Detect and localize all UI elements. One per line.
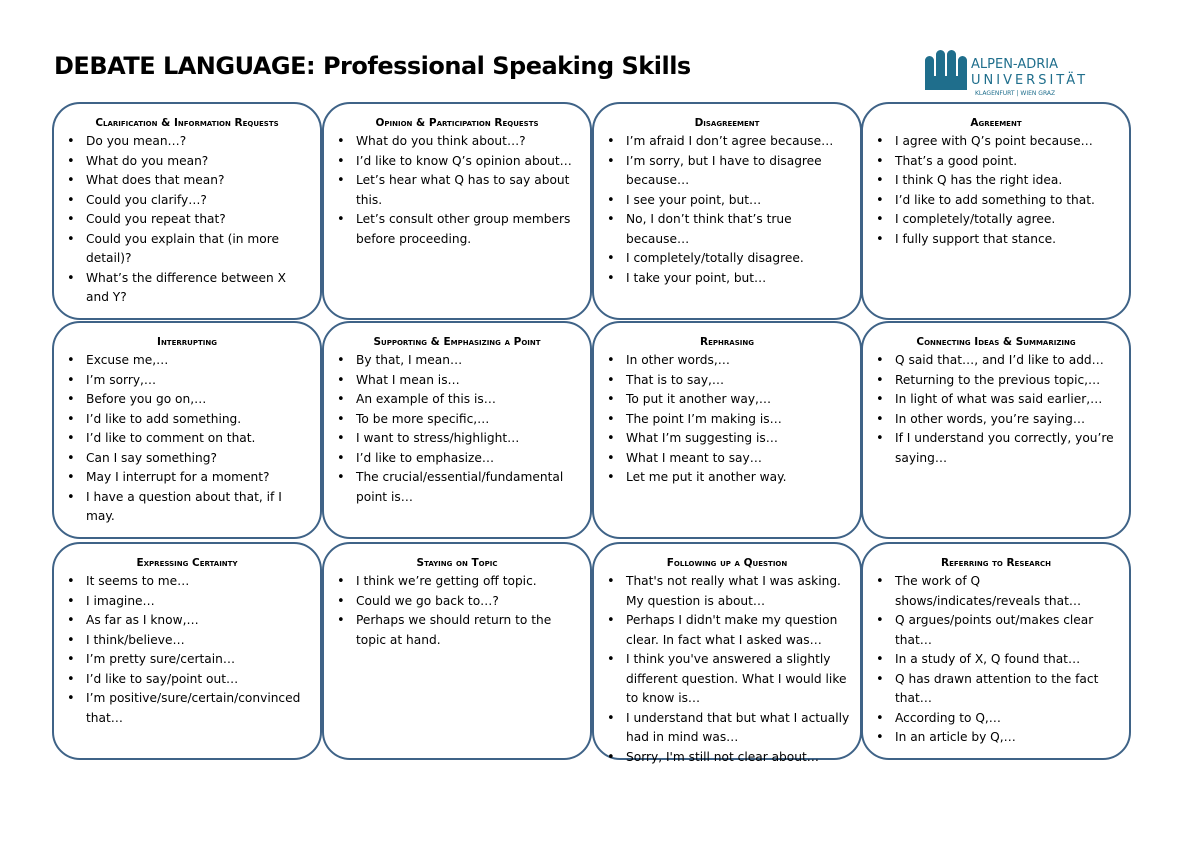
card-rephrasing [592, 321, 862, 539]
phrase-list [602, 132, 852, 288]
phrase-item: • What do you mean? [62, 152, 312, 172]
phrase-list [602, 351, 852, 488]
phrase-item: • Could you repeat that? [62, 210, 312, 230]
card-disagreement [592, 102, 862, 320]
phrase-item: • Before you go on,… [62, 390, 312, 410]
card-referring-to-research [861, 542, 1131, 760]
phrase-item: • I completely/totally disagree. [602, 249, 852, 269]
phrase-item: • That’s a good point. [871, 152, 1121, 172]
phrase-item: • What I’m suggesting is… [602, 429, 852, 449]
phrase-item: • What I mean is… [332, 371, 582, 391]
phrase-item: • Excuse me,… [62, 351, 312, 371]
phrase-item: • I think/believe… [62, 631, 312, 651]
card-connecting-ideas-and-summarizing [861, 321, 1131, 539]
phrase-item: • I’m sorry, but I have to disagree because… [602, 152, 852, 191]
phrase-item: • No, I don’t think that’s true because… [602, 210, 852, 249]
phrase-item: • Could you explain that (in more detail)? [62, 230, 312, 269]
logo-mark-icon [925, 50, 967, 90]
phrase-item: • I see your point, but… [602, 191, 852, 211]
card-title: Connecting Ideas & Summarizing [916, 336, 1076, 348]
phrase-item: • The point I’m making is… [602, 410, 852, 430]
card-title: Opinion & Participation Requests [375, 117, 539, 129]
card-title: Expressing Certainty [136, 557, 238, 569]
phrase-item: • According to Q,… [871, 709, 1121, 729]
phrase-item: • I’d like to comment on that. [62, 429, 312, 449]
phrase-item: • I imagine… [62, 592, 312, 612]
phrase-item: • I’m positive/sure/certain/convinced that… [62, 689, 312, 728]
phrase-item: • If I understand you correctly, you’re saying… [871, 429, 1121, 468]
phrase-item: • I’m sorry,… [62, 371, 312, 391]
phrase-item: • What does that mean? [62, 171, 312, 191]
phrase-list [332, 572, 582, 650]
phrase-item: • Let’s hear what Q has to say about this. [332, 171, 582, 210]
phrase-list [871, 572, 1121, 748]
card-opinion-and-participation-requests [322, 102, 592, 320]
phrase-item: • I completely/totally agree. [871, 210, 1121, 230]
phrase-item: • Q said that…, and I’d like to add… [871, 351, 1121, 371]
phrase-item: • As far as I know,… [62, 611, 312, 631]
phrase-item: • May I interrupt for a moment? [62, 468, 312, 488]
card-title: Supporting & Emphasizing a Point [373, 336, 541, 348]
phrase-item: • To be more specific,… [332, 410, 582, 430]
phrase-item: • Could you clarify…? [62, 191, 312, 211]
card-following-up-a-question [592, 542, 862, 764]
phrase-item: • I’d like to add something to that. [871, 191, 1121, 211]
card-supporting-and-emphasizing-a-point [322, 321, 592, 539]
phrase-item: • Q has drawn attention to the fact that… [871, 670, 1121, 709]
card-staying-on-topic [322, 542, 592, 760]
phrase-item: • What’s the difference between X and Y? [62, 269, 312, 308]
phrase-list [62, 132, 312, 308]
phrase-item: • Do you mean…? [62, 132, 312, 152]
phrase-item: • I agree with Q’s point because… [871, 132, 1121, 152]
card-title: Disagreement [694, 117, 760, 129]
phrase-item: • Can I say something? [62, 449, 312, 469]
phrase-item: • What I meant to say… [602, 449, 852, 469]
phrase-item: • Perhaps I didn't make my question clear. In fact what I asked was… [602, 611, 852, 650]
phrase-item: • Perhaps we should return to the topic at hand. [332, 611, 582, 650]
logo-line-3: KLAGENFURT | WIEN GRAZ [975, 90, 1056, 97]
phrase-item: • I think Q has the right idea. [871, 171, 1121, 191]
phrase-item: • I’d like to emphasize… [332, 449, 582, 469]
phrase-item: • In other words,… [602, 351, 852, 371]
phrase-item: • It seems to me… [62, 572, 312, 592]
phrase-item: • Let me put it another way. [602, 468, 852, 488]
phrase-item: • Sorry, I'm still not clear about… [602, 748, 852, 768]
phrase-item: • I understand that but what I actually had in mind was… [602, 709, 852, 748]
phrase-item: • In light of what was said earlier,… [871, 390, 1121, 410]
phrase-item: • I have a question about that, if I may. [62, 488, 312, 527]
university-logo [925, 46, 1095, 104]
card-clarification-and-information-requests [52, 102, 322, 320]
phrase-item: • Could we go back to…? [332, 592, 582, 612]
phrase-item: • In an article by Q,… [871, 728, 1121, 748]
card-title: Clarification & Information Requests [95, 117, 279, 129]
phrase-item: • Let’s consult other group members before proceeding. [332, 210, 582, 249]
phrase-item: • An example of this is… [332, 390, 582, 410]
phrase-list [332, 351, 582, 507]
phrase-item: • By that, I mean… [332, 351, 582, 371]
phrase-item: • That is to say,… [602, 371, 852, 391]
logo-line-2: UNIVERSITÄT [971, 73, 1089, 88]
phrase-item: • What do you think about…? [332, 132, 582, 152]
phrase-item: • I’m afraid I don’t agree because… [602, 132, 852, 152]
card-title: Agreement [970, 117, 1022, 129]
phrase-item: • Q argues/points out/makes clear that… [871, 611, 1121, 650]
phrase-item: • I’d like to say/point out… [62, 670, 312, 690]
card-title: Rephrasing [700, 336, 754, 348]
phrase-item: • That's not really what I was asking. My question is about… [602, 572, 852, 611]
phrase-item: • To put it another way,… [602, 390, 852, 410]
phrase-item: • The crucial/essential/fundamental point is… [332, 468, 582, 507]
phrase-item: • The work of Q shows/indicates/reveals that… [871, 572, 1121, 611]
phrase-item: • I take your point, but… [602, 269, 852, 289]
card-agreement [861, 102, 1131, 320]
phrase-item: • I’d like to add something. [62, 410, 312, 430]
phrase-list [602, 572, 852, 767]
phrase-list [332, 132, 582, 249]
phrase-item: • In a study of X, Q found that… [871, 650, 1121, 670]
phrase-list [871, 132, 1121, 249]
card-title: Following up a Question [666, 557, 788, 569]
phrase-item: • Returning to the previous topic,… [871, 371, 1121, 391]
phrase-item: • In other words, you’re saying… [871, 410, 1121, 430]
phrase-item: • I fully support that stance. [871, 230, 1121, 250]
logo-line-1: ALPEN-ADRIA [971, 57, 1058, 72]
phrase-item: • I want to stress/highlight… [332, 429, 582, 449]
card-title: Referring to Research [941, 557, 1051, 569]
card-interrupting [52, 321, 322, 539]
phrase-list [871, 351, 1121, 468]
phrase-list [62, 351, 312, 527]
phrase-item: • I think we’re getting off topic. [332, 572, 582, 592]
phrase-list [62, 572, 312, 728]
phrase-item: • I think you've answered a slightly different question. What I would like to know is… [602, 650, 852, 709]
phrase-item: • I’m pretty sure/certain… [62, 650, 312, 670]
phrase-card-grid [52, 102, 1144, 779]
card-title: Staying on Topic [416, 557, 498, 569]
card-expressing-certainty [52, 542, 322, 760]
phrase-item: • I’d like to know Q’s opinion about… [332, 152, 582, 172]
page-title: DEBATE LANGUAGE: Professional Speaking Skills [54, 52, 691, 80]
card-title: Interrupting [157, 336, 217, 348]
